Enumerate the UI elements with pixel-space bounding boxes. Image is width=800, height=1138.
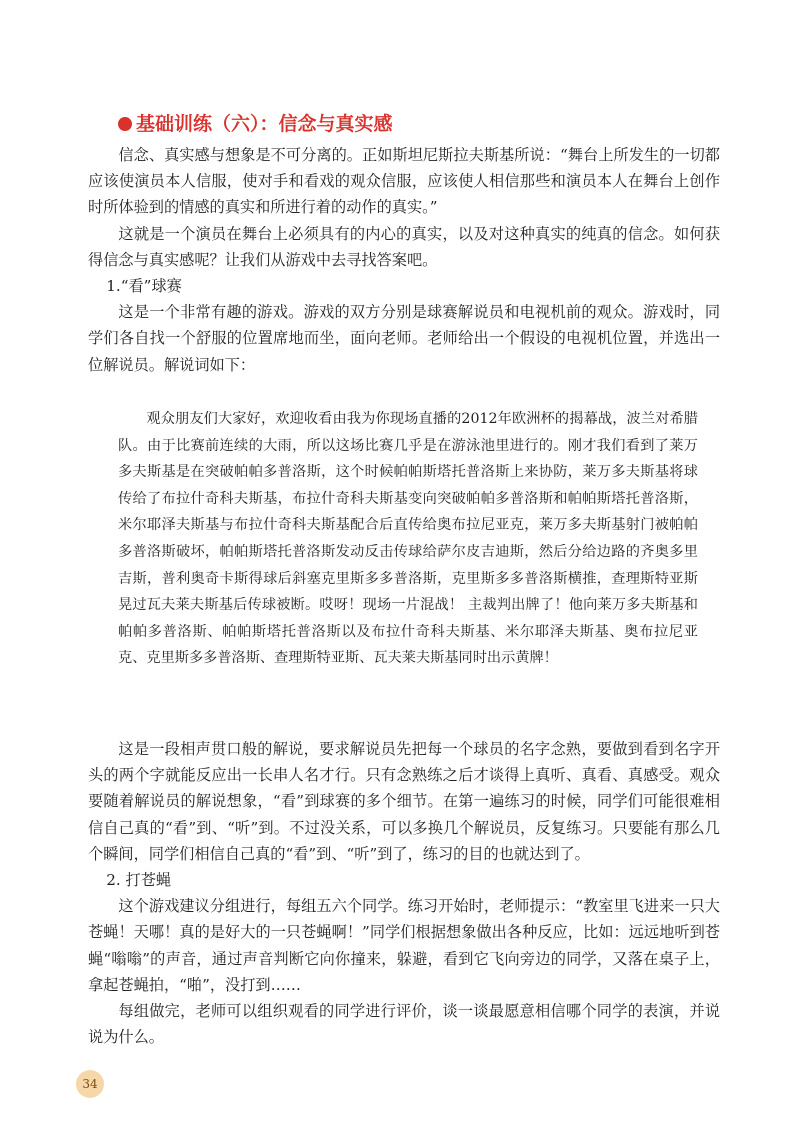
bullet-dot-icon xyxy=(118,117,132,131)
commentary-quote xyxy=(118,406,698,672)
commentary-text: 观众朋友们大家好，欢迎收看由我为你现场直播的2012年欧洲杯的揭幕战，波兰对希腊队。由于比赛前连续的大雨，所以这场比赛几乎是在游泳池里进行的。刚才我们看到了莱万多夫斯基是在突破帕帕多普洛斯，这个时候帕帕斯塔托普洛斯上来协防，莱万多夫斯基将球传给了布拉什奇科夫斯基，布拉什奇科夫斯基变向突破帕帕多普洛斯和帕帕斯塔托普洛斯，米尔耶泽夫斯基与布拉什奇科夫斯基配合后直传给奥布拉尼亚克，莱万多夫斯基射门被帕帕多普洛斯破坏，帕帕斯塔托普洛斯发动反击传球给萨尔皮吉迪斯，然后分给边路的齐奥多里吉斯，普利奥奇卡斯得球后斜塞克里斯多多普洛斯，克里斯多多普洛斯横推，查理斯特亚斯晃过瓦夫莱夫斯基后传球被断。哎呀！现场一片混战！ 主裁判出牌了！他向莱万多夫斯基和帕帕多普洛斯、帕帕斯塔托普洛斯以及布拉什奇科夫斯基、米尔耶泽夫斯基、奥布拉尼亚克、克里斯多多普洛斯、查理斯特亚斯、瓦夫莱夫斯基同时出示黄牌！ xyxy=(118,411,698,667)
game-explanation-block xyxy=(88,736,720,1050)
game1-paragraph: 这是一个非常有趣的游戏。游戏的双方分别是球赛解说员和电视机前的观众。游戏时，同学们各自找一个舒服的位置席地而坐，面向老师。老师给出一个假设的电视机位置，并选出一位解说员。解说词如下： xyxy=(88,303,720,374)
game2-paragraph: 这个游戏建议分组进行，每组五六个同学。练习开始时，老师提示：“教室里飞进来一只大苍蝇！天哪！真的是好大的一只苍蝇啊！”同学们根据想象做出各种反应，比如：远远地听到苍蝇“嗡嗡”的声音，通过声音判断它向你撞来，躲避，看到它飞向旁边的同学，又落在桌子上，拿起苍蝇拍，“啪”，没打到…… xyxy=(88,897,720,994)
section-heading xyxy=(118,110,718,138)
intro-paragraph-1: 信念、真实感与想象是不可分离的。正如斯坦尼斯拉夫斯基所说：“舞台上所发生的一切都应该使演员本人信服，使对手和看戏的观众信服，应该使人相信那些和演员本人在舞台上创作时所体验到的情感的真实和所进行着的动作的真实。” xyxy=(88,146,720,217)
intro-paragraph-2: 这就是一个演员在舞台上必须具有的内心的真实，以及对这种真实的纯真的信念。如何获得信念与真实感呢？让我们从游戏中去寻找答案吧。 xyxy=(88,224,720,269)
game2-closing-paragraph: 每组做完，老师可以组织观看的同学进行评价，谈一谈最愿意相信哪个同学的表演，并说说为什么。 xyxy=(88,1002,720,1047)
game2-title: 2. 打苍蝇 xyxy=(106,871,172,890)
section-heading-text: 基础训练（六）：信念与真实感 xyxy=(136,113,393,135)
intro-block xyxy=(88,142,720,378)
page-number: 34 xyxy=(76,1070,104,1098)
after-commentary-paragraph: 这是一段相声贯口般的解说，要求解说员先把每一个球员的名字念熟，要做到看到名字开头的两个字就能反应出一长串人名才行。只有念熟练之后才谈得上真听、真看、真感受。观众要随着解说员的解说想象，“看”到球赛的多个细节。在第一遍练习的时候，同学们可能很难相信自己真的“看”到、“听”到。不过没关系，可以多换几个解说员，反复练习。只要能有那么几个瞬间，同学们相信自己真的“看”到、“听”到了，练习的目的也就达到了。 xyxy=(88,740,720,863)
game1-title: 1.“看”球赛 xyxy=(106,277,182,296)
